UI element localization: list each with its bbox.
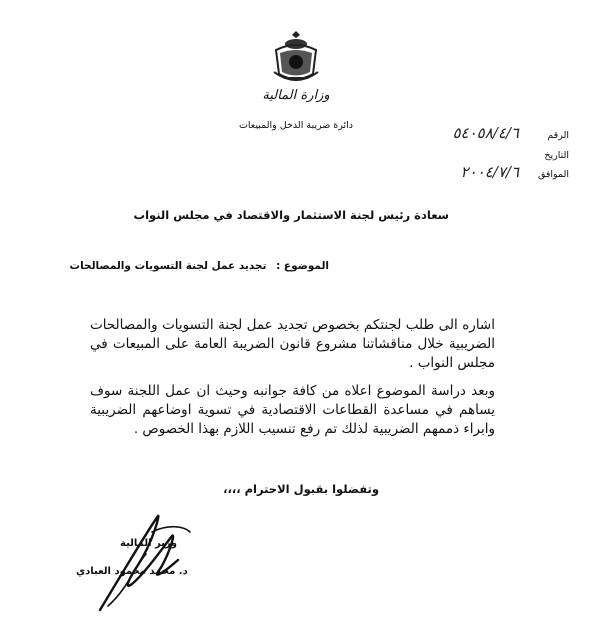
- date-label: التاريخ: [544, 150, 569, 161]
- corresponding-date-row: [460, 163, 569, 181]
- corresponding-date-label: الموافق: [537, 169, 569, 180]
- reference-number-label: الرقم: [547, 130, 569, 141]
- reference-number-row: [452, 124, 569, 142]
- subject-text: تجديد عمل لجنة التسويات والمصالحات: [69, 260, 267, 272]
- body-paragraph-1: اشاره الى طلب لجنتكم بخصوص تجديد عمل لجنة التسويات والمصالحات الضريبية خلال مناقشاتنا مشروع قانون الضريبة العامة على المبيعات في مجلس النواب .: [90, 317, 495, 371]
- addressee: سعادة رئيس لجنة الاستثمار والاقتصاد في مجلس النواب: [133, 208, 449, 222]
- corresponding-date-value: ٢٠٠٤/٧/٦: [460, 163, 519, 181]
- reference-number-value: ٥٤٠٥٨/٤/٦: [452, 124, 519, 142]
- date-row: [531, 150, 569, 161]
- handwritten-signature: [88, 510, 198, 618]
- department-name: دائرة ضريبة الدخل والمبيعات: [238, 120, 354, 131]
- closing-line: وتفضلوا بقبول الاحترام ،،،،: [223, 482, 379, 496]
- subject-label: الموضوع :: [276, 260, 329, 272]
- subject-line: [70, 260, 329, 272]
- signatory-name: د. محمد محمود العبادي: [76, 566, 188, 577]
- body-paragraph-2: وبعد دراسة الموضوع اعلاه من كافة جوانبه وحيث ان عمل اللجنة سوف يساهم في مساعدة القطاعات الاقتصادية في تسوية اوضاعهم الضريبية وابراء ذممهم الضريبية لذلك تم رفع تنسيب اللازم بهذا الخصوص .: [90, 383, 495, 437]
- ministry-logo-text: وزارة المالية: [262, 88, 330, 103]
- coat-of-arms-icon: [270, 28, 322, 86]
- signatory-title: وزير المالية: [120, 538, 177, 549]
